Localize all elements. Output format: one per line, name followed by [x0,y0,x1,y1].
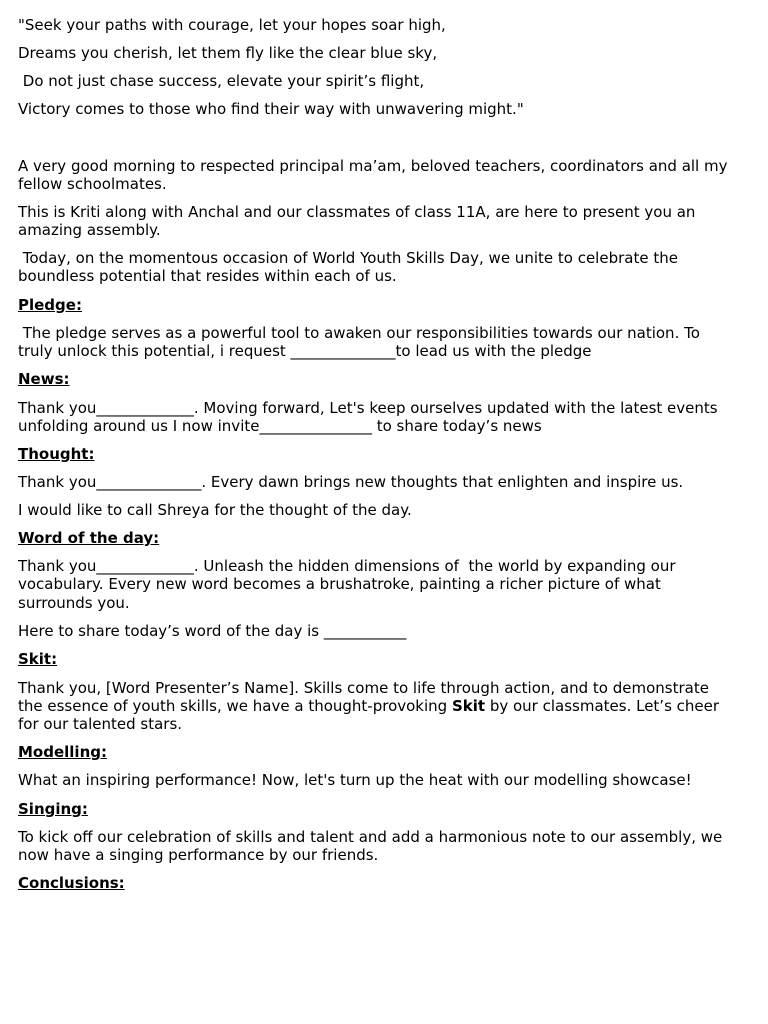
word-of-the-day-text: vocabulary. Every new word becomes a brushatroke, painting a richer picture of what [18,575,661,593]
pledge-text: truly unlock this potential, i request ______________to lead us with the pledge [18,342,592,360]
skit-text-part: by our classmates. Let’s cheer [485,697,720,715]
occasion-line: boundless potential that resides within each of us. [18,267,397,285]
word-of-the-day-text: surrounds you. [18,594,130,612]
poem-line: Do not just chase success, elevate your spirit’s flight, [18,72,425,90]
modelling-text: What an inspiring performance! Now, let's turn up the heat with our modelling showcase! [18,771,692,789]
word-of-the-day-heading: Word of the day: [18,529,160,547]
poem-line: Victory comes to those who find their way with unwavering might." [18,100,524,118]
greeting-line: fellow schoolmates. [18,175,167,193]
skit-heading: Skit: [18,650,58,668]
conclusions-heading: Conclusions: [18,874,125,892]
news-text: unfolding around us I now invite_______________ to share today’s news [18,417,542,435]
singing-text: now have a singing performance by our friends. [18,846,379,864]
thought-text: Thank you______________. Every dawn brings new thoughts that enlighten and inspire us. [18,473,684,491]
greeting-line: A very good morning to respected principal ma’am, beloved teachers, coordinators and all my [18,157,728,175]
singing-heading: Singing: [18,800,88,818]
pledge-heading: Pledge: [18,296,82,314]
news-text: Thank you_____________. Moving forward, Let's keep ourselves updated with the latest events [18,399,718,417]
presenters-line: This is Kriti along with Anchal and our classmates of class 11A, are here to present you an [18,203,696,221]
modelling-heading: Modelling: [18,743,107,761]
thought-text: I would like to call Shreya for the thought of the day. [18,501,412,519]
poem-line: "Seek your paths with courage, let your hopes soar high, [18,16,446,34]
presenters-line: amazing assembly. [18,221,161,239]
pledge-text: The pledge serves as a powerful tool to awaken our responsibilities towards our nation. To [18,324,700,342]
news-heading: News: [18,370,70,388]
thought-heading: Thought: [18,445,95,463]
skit-text-part: the essence of youth skills, we have a thought-provoking [18,697,452,715]
skit-bold-word: Skit [451,697,486,715]
skit-text: Thank you, [Word Presenter’s Name]. Skills come to life through action, and to demonstrate [18,679,709,697]
skit-text: for our talented stars. [18,715,183,733]
word-of-the-day-text: Thank you_____________. Unleash the hidden dimensions of the world by expanding our [18,557,676,575]
word-of-the-day-text: Here to share today’s word of the day is ___________ [18,622,407,640]
singing-text: To kick off our celebration of skills and talent and add a harmonious note to our assembly, we [18,828,723,846]
skit-text [18,697,719,715]
occasion-line: Today, on the momentous occasion of World Youth Skills Day, we unite to celebrate the [18,249,678,267]
poem-line: Dreams you cherish, let them fly like the clear blue sky, [18,44,438,62]
